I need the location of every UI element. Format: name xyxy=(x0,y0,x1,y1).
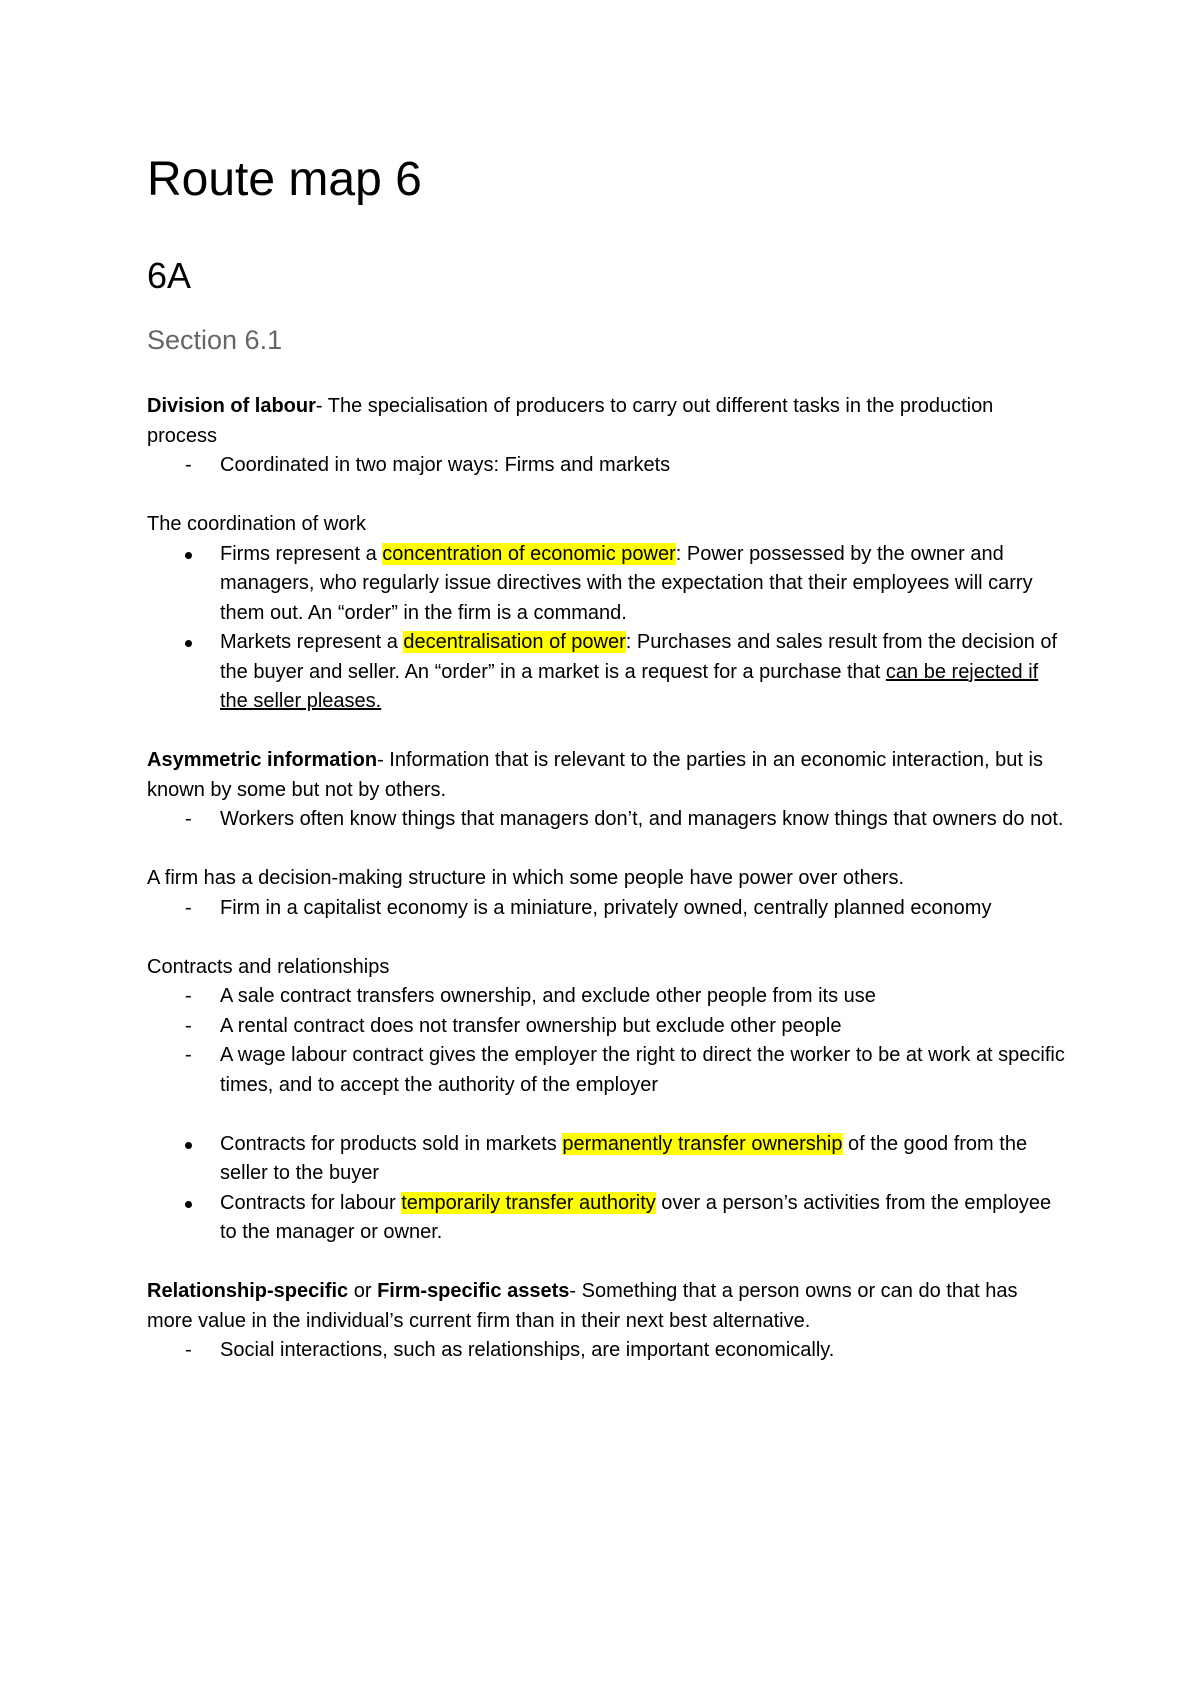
dash-marker: - xyxy=(185,454,192,476)
coordination-intro: The coordination of work xyxy=(147,513,367,535)
term-asymmetric-information: Asymmetric information xyxy=(147,749,378,771)
spacer xyxy=(147,1100,1067,1130)
list-item-text: over a person’s activities from the employee to the manager or owner. xyxy=(220,1191,1052,1243)
contracts-dash-list xyxy=(147,982,1067,1100)
term-relationship-specific: Relationship-specific xyxy=(147,1280,349,1302)
contracts-intro: Contracts and relationships xyxy=(147,955,390,978)
highlighted-text: decentralisation of power xyxy=(403,631,626,653)
division-of-labour-definition xyxy=(147,392,1067,451)
spacer xyxy=(147,1248,1067,1278)
dash-marker: - xyxy=(185,1014,192,1037)
document-body xyxy=(147,150,1067,1366)
bullet-dot xyxy=(185,552,192,559)
underlined-text: can be rejected if the seller pleases. xyxy=(220,660,1039,712)
list-item xyxy=(147,1012,1067,1042)
list-item-text: Markets represent a xyxy=(220,631,404,653)
list-item xyxy=(147,982,1067,1012)
firm-intro: A firm has a decision-making structure in which some people have power over others. xyxy=(147,867,905,889)
list-item xyxy=(147,540,1067,629)
division-list xyxy=(147,451,1067,481)
list-item xyxy=(147,451,1067,481)
highlighted-text: temporarily transfer authority xyxy=(401,1191,656,1214)
list-item-text: Workers often know things that managers don’t, and managers know things that owners do not. xyxy=(220,808,1064,830)
dash-marker: - xyxy=(185,808,192,830)
asymmetric-list xyxy=(147,805,1067,835)
heading-6a: 6A xyxy=(147,255,192,296)
definition-text: - The specialisation of producers to carry out different tasks in the production process xyxy=(147,395,994,447)
dash-marker: - xyxy=(185,985,192,1007)
list-item xyxy=(147,628,1067,717)
term-firm-specific-assets: Firm-specific assets xyxy=(377,1280,570,1302)
list-item-text: A sale contract transfers ownership, and exclude other people from its use xyxy=(220,985,876,1007)
spacer xyxy=(147,923,1067,953)
definition-text: - Information that is relevant to the parties in an economic interaction, but is known by some but not by others. xyxy=(147,749,1043,801)
highlighted-text: concentration of economic power xyxy=(382,542,676,565)
list-item-text: Firms represent a xyxy=(220,542,383,565)
list-item xyxy=(147,805,1067,835)
dash-marker: - xyxy=(185,1044,192,1066)
bullet-dot xyxy=(185,1201,192,1208)
relationship-specific-definition xyxy=(147,1277,1067,1336)
list-item xyxy=(147,1336,1067,1366)
asymmetric-information-definition xyxy=(147,746,1067,805)
list-item xyxy=(147,1041,1067,1100)
spacer xyxy=(147,717,1067,747)
section-heading: Section 6.1 xyxy=(147,325,283,355)
relationship-list xyxy=(147,1336,1067,1366)
list-item-text: of the good from the seller to the buyer xyxy=(220,1132,1028,1184)
spacer xyxy=(147,835,1067,865)
bullet-dot xyxy=(185,640,192,647)
page-title: Route map 6 xyxy=(147,153,422,206)
list-item-text: Coordinated in two major ways: Firms and markets xyxy=(220,454,671,476)
term-division-of-labour: Division of labour xyxy=(147,395,316,417)
coordination-list xyxy=(147,540,1067,717)
list-item-text: : Purchases and sales result from the decision of the buyer and seller. An “order” in a market is a request for a purchase that xyxy=(220,631,1058,683)
highlighted-text: permanently transfer ownership xyxy=(562,1132,843,1155)
list-item-text: A rental contract does not transfer ownership but exclude other people xyxy=(220,1014,842,1037)
dash-marker: - xyxy=(185,1339,192,1361)
list-item-text: Social interactions, such as relationships, are important economically. xyxy=(220,1339,835,1361)
spacer xyxy=(147,358,1067,392)
list-item-text: Contracts for labour xyxy=(220,1191,402,1214)
list-item-text: Contracts for products sold in markets xyxy=(220,1132,563,1155)
bullet-dot xyxy=(185,1142,192,1149)
spacer xyxy=(147,481,1067,511)
dash-marker: - xyxy=(185,896,192,919)
list-item xyxy=(147,1130,1067,1189)
connector-text: or xyxy=(348,1280,378,1302)
list-item-text: Firm in a capitalist economy is a miniature, privately owned, centrally planned economy xyxy=(220,896,992,919)
list-item-text: : Power possessed by the owner and managers, who regularly issue directives with the expectation that their employees will carry them out. An “order” in the firm is a command. xyxy=(220,542,1033,624)
list-item-text: A wage labour contract gives the employer the right to direct the worker to be at work at specific times, and to accept the authority of the employer xyxy=(220,1044,1065,1096)
firm-list xyxy=(147,894,1067,924)
contracts-bullet-list xyxy=(147,1130,1067,1248)
list-item xyxy=(147,894,1067,924)
definition-text: - Something that a person owns or can do that has more value in the individual’s current firm than in their next best alternative. xyxy=(147,1280,1018,1332)
list-item xyxy=(147,1189,1067,1248)
